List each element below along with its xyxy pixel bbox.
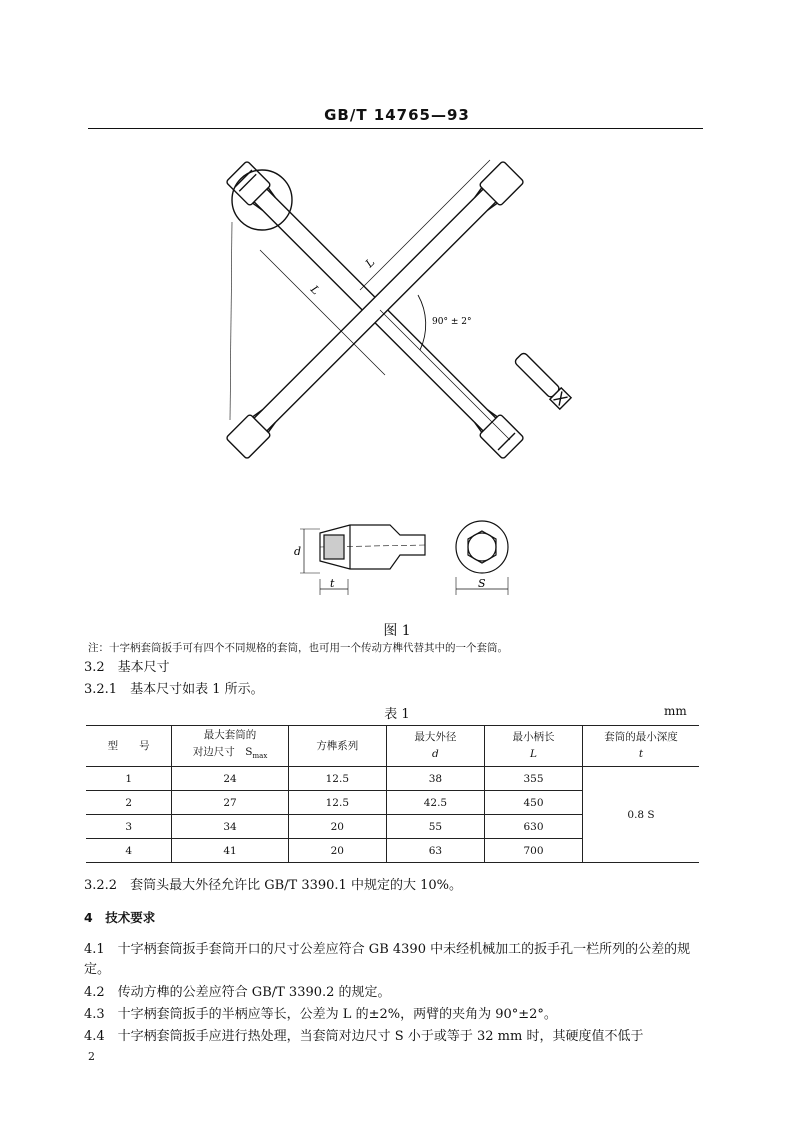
label-l-right: L	[362, 255, 378, 271]
dim-d: d	[294, 545, 302, 558]
cell-square: 20	[288, 815, 386, 839]
cell-d: 42.5	[386, 791, 484, 815]
label-l-left: L	[307, 282, 323, 298]
cell-d: 55	[386, 815, 484, 839]
cell-model: 4	[86, 839, 172, 863]
th-diam-l2: d	[432, 748, 439, 760]
th-len-l1: 最小柄长	[512, 731, 555, 743]
section-4-2: 4.2 传动方榫的公差应符合 GB/T 3390.2 的规定。	[84, 985, 391, 1000]
th-model: 型 号	[86, 726, 172, 767]
cell-depth: 0.8 S	[583, 767, 699, 863]
cell-model: 1	[86, 767, 172, 791]
square-tenon	[513, 351, 571, 409]
cell-s: 34	[172, 815, 288, 839]
section-4-heading: 4 技术要求	[84, 910, 156, 925]
cell-s: 41	[172, 839, 288, 863]
cell-square: 12.5	[288, 767, 386, 791]
figure-caption: 图 1	[383, 623, 411, 639]
cell-model: 3	[86, 815, 172, 839]
table-unit: mm	[664, 704, 687, 718]
th-diam	[386, 726, 484, 767]
th-depth	[583, 726, 699, 767]
th-depth-l1: 套筒的最小深度	[604, 731, 678, 743]
section-3-2: 3.2 基本尺寸	[84, 660, 170, 675]
cell-square: 20	[288, 839, 386, 863]
angle-label: 90° ± 2°	[432, 317, 472, 327]
th-socket-l2: 对边尺寸 S	[192, 745, 253, 758]
page-number: 2	[88, 1050, 95, 1063]
section-4-4: 4.4 十字柄套筒扳手应进行热处理，当套筒对边尺寸 S 小于或等于 32 mm 时，其硬度值不低于	[84, 1029, 644, 1044]
header-rule	[88, 128, 703, 129]
cell-l: 450	[484, 791, 582, 815]
cell-l: 355	[484, 767, 582, 791]
cell-d: 63	[386, 839, 484, 863]
table-header-row	[86, 726, 699, 767]
cell-model: 2	[86, 791, 172, 815]
th-socket-sub: max	[252, 752, 268, 761]
th-depth-l2: t	[638, 748, 644, 760]
dim-s: S	[478, 577, 486, 590]
cell-l: 630	[484, 815, 582, 839]
th-len-l2: L	[529, 748, 537, 760]
cell-s: 24	[172, 767, 288, 791]
table-row	[86, 767, 699, 791]
dimension-table	[86, 725, 699, 863]
th-socket-l1: 最大套筒的	[203, 728, 257, 741]
th-socket	[172, 726, 288, 767]
dim-t: t	[330, 577, 335, 590]
section-4-1: 4.1 十字柄套筒扳手套筒开口的尺寸公差应符合 GB 4390 中未经机械加工的扳手孔一栏所列的公差的规定。	[84, 942, 691, 977]
cross-wrench-drawing	[220, 150, 580, 480]
socket-section-drawing	[290, 515, 520, 615]
header-code: GB/T 14765—93	[324, 106, 470, 124]
cell-square: 12.5	[288, 791, 386, 815]
table-caption: 表 1	[384, 707, 410, 722]
section-4-3: 4.3 十字柄套筒扳手的半柄应等长，公差为 L 的±2%，两臂的夹角为 90°±2°。	[84, 1007, 557, 1022]
cell-l: 700	[484, 839, 582, 863]
th-square: 方榫系列	[288, 726, 386, 767]
th-len	[484, 726, 582, 767]
th-diam-l1: 最大外径	[414, 731, 457, 743]
figure-note: 注：十字柄套筒扳手可有四个不同规格的套筒，也可用一个传动方榫代替其中的一个套筒。	[88, 642, 508, 654]
section-3-2-2: 3.2.2 套筒头最大外径允许比 GB/T 3390.1 中规定的大 10%。	[84, 878, 462, 893]
cell-d: 38	[386, 767, 484, 791]
section-3-2-1: 3.2.1 基本尺寸如表 1 所示。	[84, 682, 264, 697]
cell-s: 27	[172, 791, 288, 815]
